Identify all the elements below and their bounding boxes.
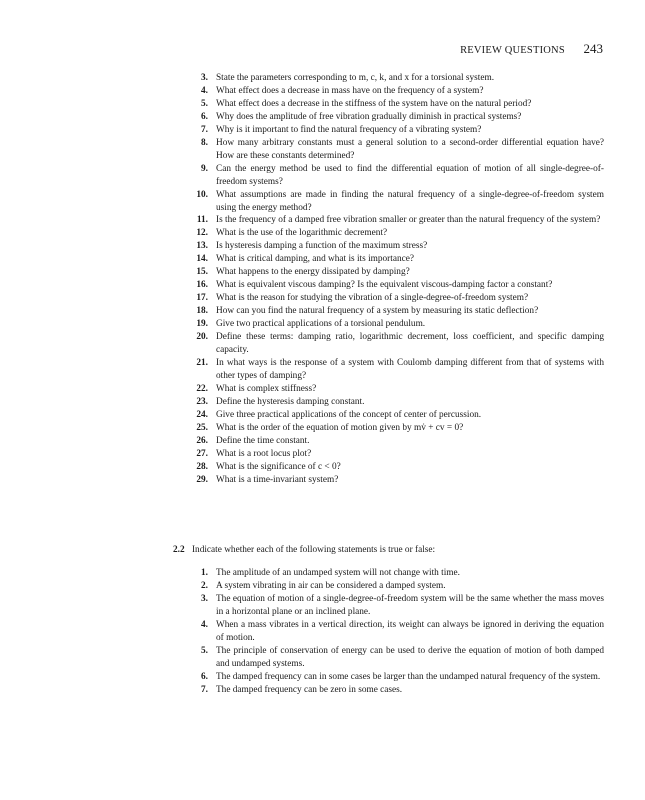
item-text: What is complex stiffness? xyxy=(216,383,317,394)
item-text: A system vibrating in air can be considered a damped system. xyxy=(216,580,446,591)
item-text: The principle of conservation of energy can be used to derive the equation of motion of both damped and undamped systems. xyxy=(216,645,604,669)
question-item xyxy=(190,292,604,305)
item-text: What assumptions are made in finding the natural frequency of a single-degree-of-freedom system using the energy method? xyxy=(216,189,604,213)
item-text: The damped frequency can in some cases be larger than the undamped natural frequency of the system. xyxy=(216,671,601,682)
item-text: What is a root locus plot? xyxy=(216,448,312,459)
item-number: 18. xyxy=(196,306,208,317)
item-text: Why does the amplitude of free vibration gradually diminish in practical systems? xyxy=(216,111,522,122)
item-number: 5. xyxy=(201,98,208,109)
running-header xyxy=(0,41,603,57)
item-text: Give three practical applications of the concept of center of percussion. xyxy=(216,409,482,420)
question-item xyxy=(190,124,604,137)
item-text: Why is it important to find the natural frequency of a vibrating system? xyxy=(216,124,482,135)
item-number: 7. xyxy=(201,124,208,135)
question-item xyxy=(190,383,604,396)
item-number: 3. xyxy=(201,73,208,83)
item-text: Define the time constant. xyxy=(216,435,310,446)
item-number: 13. xyxy=(196,241,208,252)
statement-item xyxy=(190,580,604,593)
statement-item xyxy=(190,593,604,619)
item-text: What is equivalent viscous damping? Is the equivalent viscous-damping factor a constant? xyxy=(216,280,553,291)
true-false-statements-list xyxy=(190,567,604,697)
item-number: 28. xyxy=(196,461,208,472)
item-number: 14. xyxy=(196,254,208,265)
item-number: 11. xyxy=(196,215,208,226)
item-text: What is a time-invariant system? xyxy=(216,474,339,485)
item-number: 17. xyxy=(196,293,208,304)
item-number: 21. xyxy=(196,357,208,368)
review-questions-list xyxy=(190,72,604,487)
question-item xyxy=(190,72,604,85)
question-item xyxy=(190,318,604,331)
item-number: 29. xyxy=(196,474,208,485)
item-number: 9. xyxy=(201,163,208,174)
question-item xyxy=(190,189,604,215)
question-item xyxy=(190,279,604,292)
item-number: 7. xyxy=(201,684,208,695)
item-text: Give two practical applications of a torsional pendulum. xyxy=(216,319,426,330)
question-item xyxy=(190,435,604,448)
item-text: What effect does a decrease in mass have on the frequency of a system? xyxy=(216,85,484,96)
question-item xyxy=(190,305,604,318)
question-item xyxy=(190,214,604,227)
item-text: Is the frequency of a damped free vibration smaller or greater than the natural frequency of the system? xyxy=(216,215,601,226)
item-text: What happens to the energy dissipated by damping? xyxy=(216,267,410,278)
item-number: 4. xyxy=(201,85,208,96)
question-item xyxy=(190,253,604,266)
problem-number: 2.2 xyxy=(173,545,185,555)
item-number: 26. xyxy=(196,435,208,446)
item-number: 19. xyxy=(196,319,208,330)
item-number: 12. xyxy=(196,228,208,239)
item-text: Can the energy method be used to find the differential equation of motion of all single-degree-of-freedom systems? xyxy=(216,163,604,187)
item-text: How can you find the natural frequency of a system by measuring its static deflection? xyxy=(216,306,539,317)
item-number: 25. xyxy=(196,422,208,433)
item-text: In what ways is the response of a system with Coulomb damping different from that of systems with other types of damping? xyxy=(216,357,604,381)
statement-item xyxy=(190,645,604,671)
item-text: The amplitude of an undamped system will not change with time. xyxy=(216,568,460,578)
question-item xyxy=(190,266,604,279)
item-number: 2. xyxy=(201,580,208,591)
item-text: Define these terms: damping ratio, logarithmic decrement, loss coefficient, and specific damping capacity. xyxy=(216,332,604,356)
item-text: What is the significance of c < 0? xyxy=(216,461,341,472)
item-number: 1. xyxy=(201,568,208,578)
item-number: 24. xyxy=(196,409,208,420)
question-item xyxy=(190,422,604,435)
item-text: When a mass vibrates in a vertical direction, its weight can always be ignored in deriving the equation of motion. xyxy=(216,619,604,643)
question-item xyxy=(190,240,604,253)
item-number: 22. xyxy=(196,383,208,394)
item-number: 23. xyxy=(196,396,208,407)
item-text: State the parameters corresponding to m, c, k, and x for a torsional system. xyxy=(216,73,495,83)
statement-item xyxy=(190,619,604,645)
item-number: 16. xyxy=(196,280,208,291)
statement-item xyxy=(190,671,604,684)
item-number: 6. xyxy=(201,111,208,122)
item-text: Is hysteresis damping a function of the maximum stress? xyxy=(216,241,428,252)
statement-item xyxy=(190,684,604,697)
question-item xyxy=(190,227,604,240)
item-text: What is the use of the logarithmic decrement? xyxy=(216,228,388,239)
item-number: 5. xyxy=(201,645,208,656)
question-item xyxy=(190,111,604,124)
item-text: What is critical damping, and what is its importance? xyxy=(216,254,415,265)
item-number: 20. xyxy=(196,332,208,343)
item-number: 6. xyxy=(201,671,208,682)
section-title: REVIEW QUESTIONS xyxy=(460,45,565,56)
problem-prompt: Indicate whether each of the following statements is true or false: xyxy=(191,545,436,555)
item-number: 3. xyxy=(201,593,208,604)
item-number: 27. xyxy=(196,448,208,459)
item-text: What is the reason for studying the vibration of a single-degree-of-freedom system? xyxy=(216,293,529,304)
question-item xyxy=(190,331,604,357)
item-text: How many arbitrary constants must a general solution to a second-order differential equation have? How are these constants determined? xyxy=(216,137,604,161)
question-item xyxy=(190,357,604,383)
item-number: 8. xyxy=(201,137,208,148)
problem-2-2 xyxy=(173,544,604,557)
question-item xyxy=(190,137,604,163)
page-number: 243 xyxy=(583,41,603,56)
item-number: 4. xyxy=(201,619,208,630)
item-text: The equation of motion of a single-degree-of-freedom system will be the same whether the mass moves in a horizontal plane or an inclined plane. xyxy=(216,593,604,617)
question-item xyxy=(190,474,604,487)
question-item xyxy=(190,409,604,422)
question-item xyxy=(190,163,604,189)
question-item xyxy=(190,85,604,98)
item-text: What effect does a decrease in the stiffness of the system have on the natural period? xyxy=(216,98,532,109)
item-number: 15. xyxy=(196,267,208,278)
question-item xyxy=(190,461,604,474)
question-item xyxy=(190,396,604,409)
question-item xyxy=(190,98,604,111)
item-text: What is the order of the equation of motion given by mv̇ + cv = 0? xyxy=(216,422,464,433)
item-text: The damped frequency can be zero in some cases. xyxy=(216,684,403,695)
statement-item xyxy=(190,567,604,580)
item-text: Define the hysteresis damping constant. xyxy=(216,396,365,407)
item-number: 10. xyxy=(196,189,208,200)
question-item xyxy=(190,448,604,461)
